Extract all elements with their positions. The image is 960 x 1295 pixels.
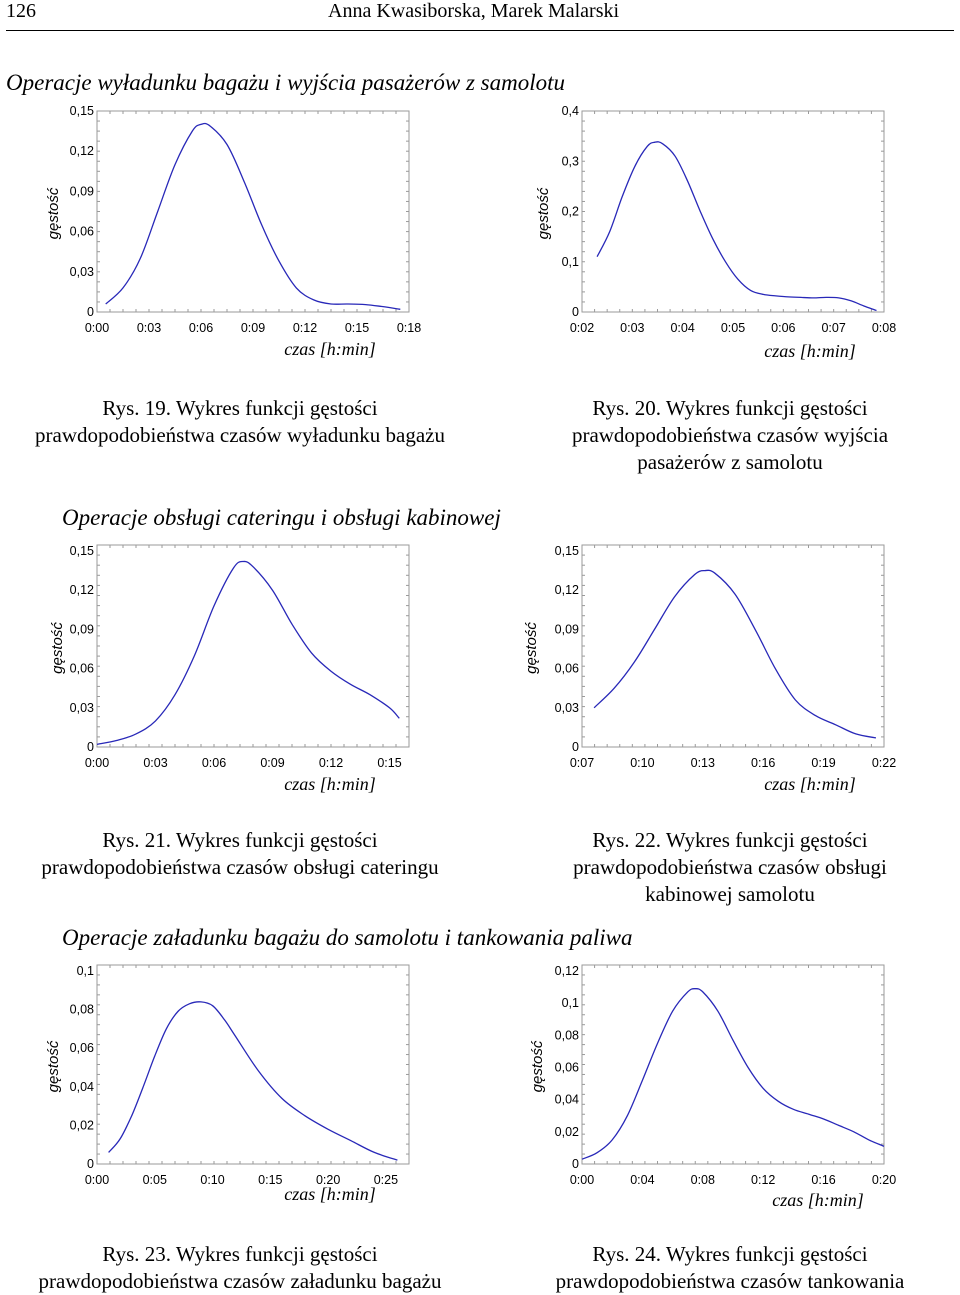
x-tick-label: 0:16	[811, 1173, 836, 1187]
x-tick-label: 0:12	[751, 1173, 776, 1187]
y-tick-label: 0,15	[554, 544, 579, 558]
y-tick-label: 0,06	[554, 661, 579, 676]
caption-line: prawdopodobieństwa czasów załadunku bagażu	[38, 1269, 442, 1293]
y-tick-label: 0,15	[69, 104, 94, 118]
caption-line: Rys. 21. Wykres funkcji gęstości	[102, 828, 378, 852]
x-tick-label: 0:10	[630, 756, 655, 770]
caption-line: kabinowej samolotu	[645, 882, 815, 906]
caption-line: pasażerów z samolotu	[637, 450, 823, 474]
density-curve	[594, 570, 876, 738]
x-tick-label: 0:04	[670, 321, 695, 335]
y-axis-label: gęstość	[45, 187, 62, 240]
y-axis-label: gęstość	[523, 622, 540, 674]
caption-line: Rys. 24. Wykres funkcji gęstości	[592, 1242, 868, 1266]
x-axis-label: czas [h:min]	[772, 1190, 864, 1210]
y-tick-label: 0,04	[69, 1079, 94, 1094]
x-tick-label: 0:15	[258, 1173, 283, 1187]
y-tick-label: 0,2	[561, 204, 579, 219]
plot-frame	[97, 111, 409, 312]
y-tick-label: 0,15	[69, 544, 94, 558]
y-axis-label: gęstość	[45, 1040, 62, 1093]
x-axis-label: czas [h:min]	[764, 341, 856, 361]
y-tick-label: 0,1	[76, 964, 94, 978]
y-tick-label: 0,03	[69, 700, 94, 715]
caption-line: prawdopodobieństwa czasów wyjścia	[571, 423, 889, 447]
y-tick-label: 0	[87, 1157, 94, 1171]
x-tick-label: 0:02	[569, 321, 595, 335]
x-tick-label: 0:15	[377, 756, 402, 770]
x-tick-label: 0:12	[292, 321, 318, 335]
x-axis-label: czas [h:min]	[284, 774, 376, 794]
y-tick-label: 0	[572, 1157, 579, 1171]
x-tick-label: 0:09	[240, 321, 266, 335]
x-tick-label: 0:20	[315, 1173, 341, 1187]
y-tick-label: 0,06	[69, 661, 94, 676]
y-tick-label: 0,06	[69, 224, 94, 239]
x-tick-label: 0:08	[690, 1173, 715, 1187]
x-tick-label: 0:00	[84, 1173, 110, 1187]
density-curve	[106, 123, 401, 309]
plot-frame	[582, 111, 884, 312]
caption-line: Rys. 19. Wykres funkcji gęstości	[102, 396, 378, 420]
plot-frame	[97, 545, 409, 747]
density-curve	[109, 1002, 398, 1160]
density-curve	[97, 561, 399, 744]
y-tick-label: 0	[87, 305, 94, 319]
x-tick-label: 0:07	[821, 321, 846, 335]
y-tick-label: 0,3	[561, 154, 579, 169]
plot-frame	[97, 965, 409, 1164]
caption-line: Rys. 23. Wykres funkcji gęstości	[102, 1242, 378, 1266]
x-tick-label: 0:00	[569, 1173, 595, 1187]
x-tick-label: 0:15	[344, 321, 370, 335]
x-tick-label: 0:09	[260, 756, 285, 770]
x-tick-label: 0:03	[136, 321, 162, 335]
caption-line: prawdopodobieństwa czasów obsługi	[573, 855, 887, 879]
y-tick-label: 0,04	[554, 1092, 579, 1107]
x-tick-label: 0:19	[811, 756, 836, 770]
x-tick-label: 0:06	[771, 321, 796, 335]
x-tick-label: 0:00	[84, 756, 110, 770]
density-curve	[582, 989, 884, 1160]
x-axis-label: czas [h:min]	[284, 339, 376, 359]
y-tick-label: 0,09	[69, 622, 94, 637]
y-tick-label: 0	[572, 305, 579, 319]
section-heading-3: Operacje załadunku bagażu do samolotu i tankowania paliwa	[62, 925, 633, 950]
x-tick-label: 0:06	[188, 321, 214, 335]
x-tick-label: 0:04	[630, 1173, 655, 1187]
x-tick-label: 0:20	[871, 1173, 897, 1187]
x-tick-label: 0:03	[143, 756, 168, 770]
y-tick-label: 0,12	[554, 583, 579, 598]
y-tick-label: 0,02	[554, 1124, 579, 1139]
x-tick-label: 0:06	[201, 756, 227, 770]
y-tick-label: 0,09	[554, 622, 579, 637]
plot-frame	[582, 545, 884, 747]
caption-line: Rys. 22. Wykres funkcji gęstości	[592, 828, 868, 852]
x-tick-label: 0:25	[373, 1173, 399, 1187]
x-axis-label: czas [h:min]	[764, 774, 856, 794]
x-tick-label: 0:22	[871, 756, 897, 770]
y-tick-label: 0,08	[69, 1002, 94, 1017]
x-tick-label: 0:18	[396, 321, 422, 335]
y-tick-label: 0,4	[561, 104, 579, 118]
y-tick-label: 0,1	[561, 254, 579, 269]
x-tick-label: 0:00	[84, 321, 110, 335]
caption-line: prawdopodobieństwa czasów tankowania	[555, 1269, 905, 1293]
y-tick-label: 0,08	[554, 1028, 579, 1043]
y-tick-label: 0,12	[69, 144, 94, 159]
y-tick-label: 0,09	[69, 184, 94, 199]
density-curve	[597, 142, 876, 311]
section-heading-1: Operacje wyładunku bagażu i wyjścia pasażerów z samolotu	[6, 70, 565, 95]
x-tick-label: 0:08	[871, 321, 897, 335]
plot-frame	[582, 965, 884, 1164]
y-tick-label: 0	[572, 740, 579, 754]
x-tick-label: 0:13	[690, 756, 715, 770]
caption-line: prawdopodobieństwa czasów wyładunku bagażu	[35, 423, 445, 447]
y-axis-label: gęstość	[535, 187, 552, 240]
y-tick-label: 0,02	[69, 1118, 94, 1133]
y-tick-label: 0,03	[554, 700, 579, 715]
y-tick-label: 0	[87, 740, 94, 754]
y-tick-label: 0,1	[561, 996, 579, 1011]
y-axis-label: gęstość	[529, 1040, 546, 1093]
y-tick-label: 0,06	[69, 1041, 94, 1056]
x-tick-label: 0:03	[620, 321, 645, 335]
page-number: 126	[6, 0, 36, 22]
x-tick-label: 0:10	[200, 1173, 225, 1187]
x-tick-label: 0:07	[569, 756, 595, 770]
y-tick-label: 0,03	[69, 264, 94, 279]
section-heading-2: Operacje obsługi cateringu i obsługi kabinowej	[62, 505, 501, 530]
x-tick-label: 0:05	[720, 321, 746, 335]
caption-line: Rys. 20. Wykres funkcji gęstości	[592, 396, 868, 420]
x-tick-label: 0:05	[142, 1173, 167, 1187]
y-axis-label: gęstość	[49, 622, 66, 674]
y-tick-label: 0,06	[554, 1060, 579, 1075]
y-tick-label: 0,12	[554, 964, 579, 978]
x-tick-label: 0:16	[751, 756, 776, 770]
running-head-authors: Anna Kwasiborska, Marek Malarski	[328, 0, 620, 22]
y-tick-label: 0,12	[69, 583, 94, 598]
x-axis-label: czas [h:min]	[284, 1184, 376, 1204]
x-tick-label: 0:12	[318, 756, 344, 770]
caption-line: prawdopodobieństwa czasów obsługi cateringu	[41, 855, 439, 879]
